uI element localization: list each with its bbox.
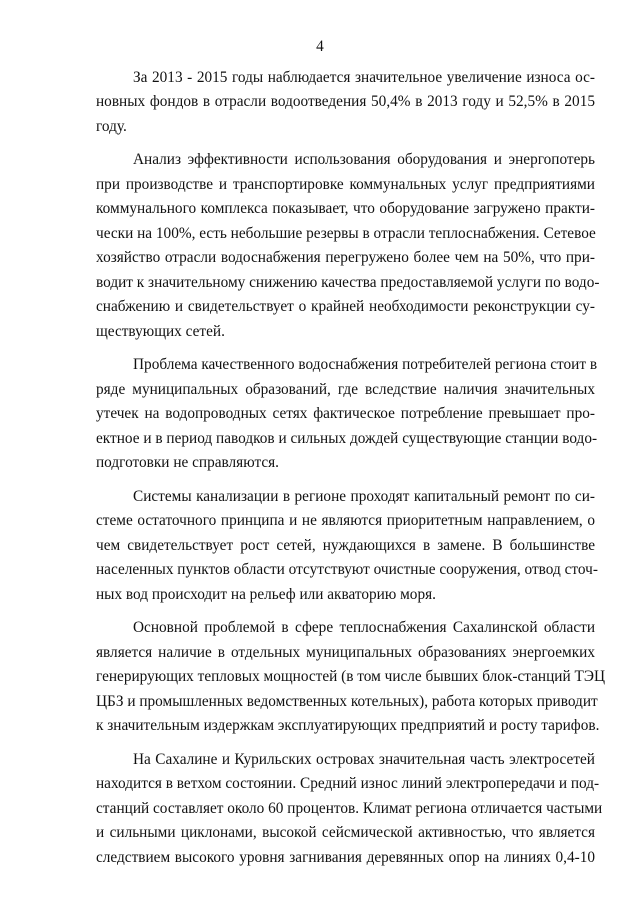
text-line: чем свидетельствует рост сетей, нуждающихся в замене. В большинстве [96,537,595,554]
text-line: при производстве и транспортировке коммунальных услуг предприятиями [96,176,595,193]
text-line: ектное и в период паводков и сильных дождей существующие станции водо- [96,430,598,447]
text-line: За 2013 - 2015 годы наблюдается значительное увеличение износа ос- [133,69,595,86]
text-line: хозяйство отрасли водоснабжения перегружено более чем на 50%, что при- [96,249,595,266]
text-line: населенных пунктов области отсутствуют очистные сооружения, отвод сточ- [96,561,598,578]
text-line: станций составляет около 60 процентов. Климат региона отличается частыми [96,800,603,817]
text-line: к значительным издержкам эксплуатирующих предприятий и росту тарифов. [96,717,600,734]
text-line: ряде муниципальных образований, где вследствие наличия значительных [96,381,595,398]
text-line: утечек на водопроводных сетях фактическое потребление превышает про- [96,405,595,422]
text-line: Системы канализации в регионе проходят капитальный ремонт по си- [133,488,595,505]
text-line: подготовки не справляются. [96,454,279,471]
text-line: следствием высокого уровня загнивания деревянных опор на линиях 0,4-10 [96,849,595,866]
text-line: ных вод происходит на рельеф или акваторию моря. [96,586,436,603]
text-line: году. [96,118,127,135]
text-line: Анализ эффективности использования оборудования и энергопотерь [133,151,595,168]
text-line: водит к значительному снижению качества предоставляемой услуги по водо- [96,274,600,291]
text-line: новных фондов в отрасли водоотведения 50,4% в 2013 году и 52,5% в 2015 [96,93,595,110]
text-line: ЦБЗ и промышленных ведомственных котельных), работа которых приводит [96,693,598,710]
text-line: Основной проблемой в сфере теплоснабжения Сахалинской области [133,619,595,636]
text-line: снабжению и свидетельствует о крайней необходимости реконструкции су- [96,298,595,315]
text-line: коммунального комплекса показывает, что оборудование загружено практи- [96,200,595,217]
text-line: Проблема качественного водоснабжения потребителей региона стоит в [133,356,598,373]
text-line: чески на 100%, есть небольшие резервы в отрасли теплоснабжения. Сетевое [96,225,596,242]
text-line: находится в ветхом состоянии. Средний износ линий электропередачи и под- [96,775,600,792]
page-number: 4 [316,38,324,55]
text-line: На Сахалине и Курильских островах значительная часть электросетей [133,751,595,768]
text-line: ществующих сетей. [96,323,225,340]
text-line: стеме остаточного принципа и не являются приоритетным направлением, о [96,512,595,529]
text-line: является наличие в отдельных муниципальных образованиях энергоемких [96,644,595,661]
text-line: и сильными циклонами, высокой сейсмической активностью, что является [96,824,595,841]
text-line: генерирующих тепловых мощностей (в том числе бывших блок-станций ТЭЦ [96,668,605,685]
